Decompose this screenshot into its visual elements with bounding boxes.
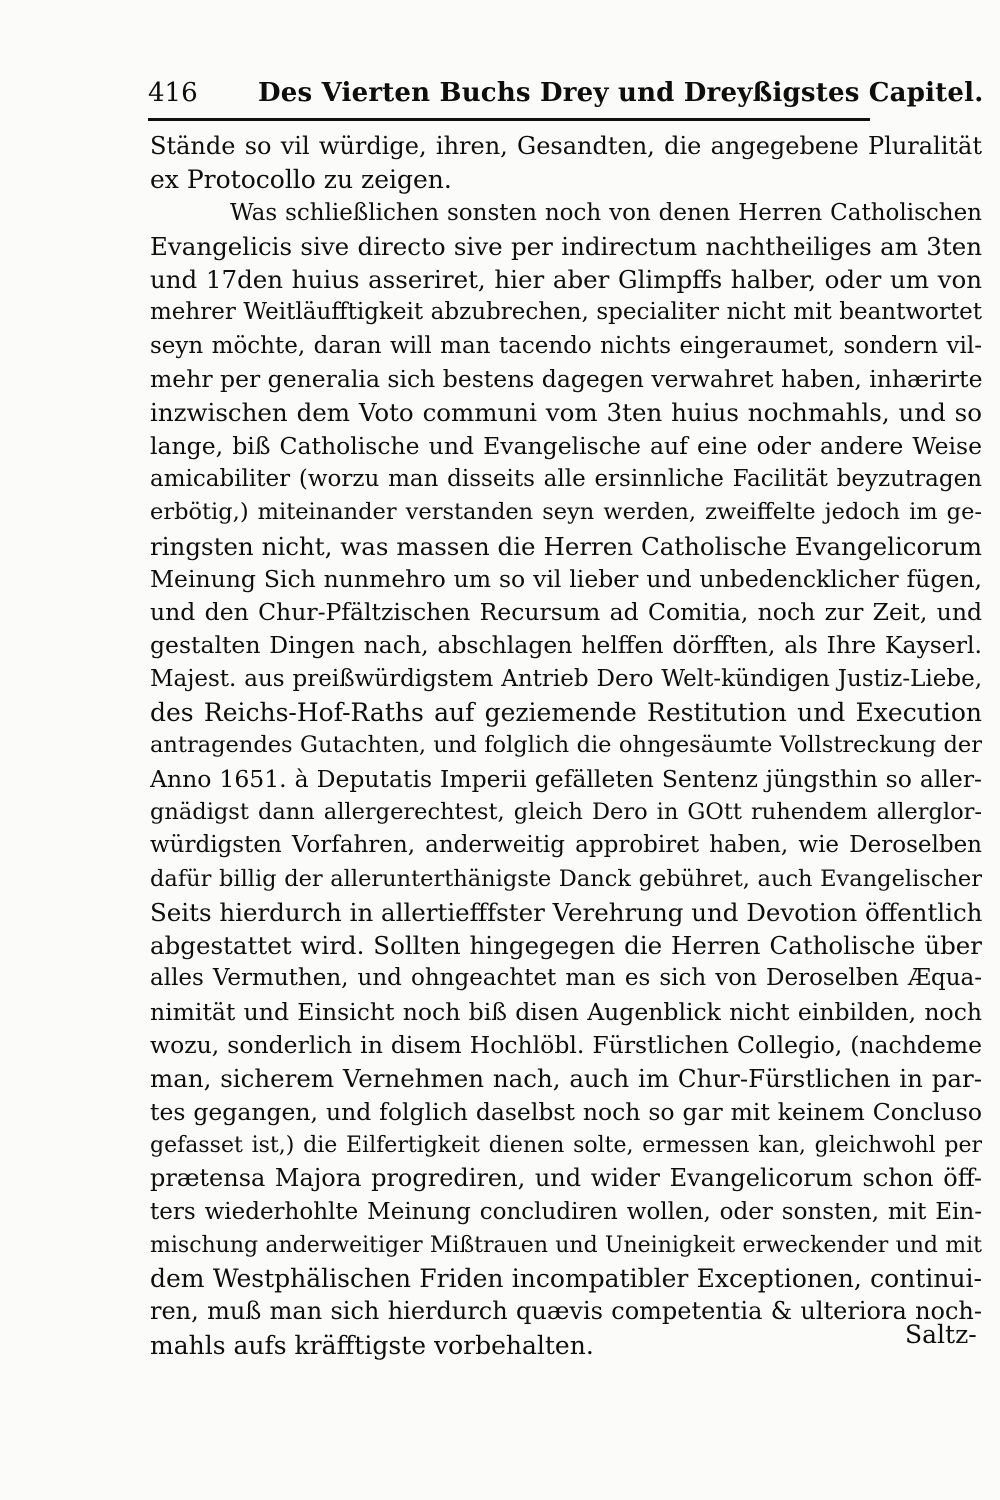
text-line: wozu, sonderlich in disem Hochlöbl. Fürstlichen Collegio, (nachdeme: [150, 1031, 982, 1060]
text-line: Evangelicis sive directo sive per indirectum nachtheiliges am 3ten: [150, 231, 982, 261]
text-line: ringsten nicht, was massen die Herren Catholische Evangelicorum: [150, 531, 982, 561]
text-line: Anno 1651. à Deputatis Imperii gefälleten Sentenz jüngsthin so aller-: [150, 764, 982, 793]
text-line: nimität und Einsicht noch biß disen Augenblick nicht einbilden, noch: [150, 997, 982, 1026]
text-line: lange, biß Catholische und Evangelische auf eine oder andere Weise: [150, 431, 982, 460]
text-line: des Reichs-Hof-Raths auf geziemende Restitution und Execution: [150, 698, 982, 728]
text-line: gnädigst dann allergerechtest, gleich Dero in GOtt ruhendem allerglor-: [150, 798, 982, 825]
text-line: gestalten Dingen nach, abschlagen helffen dörfften, als Ihre Kayserl.: [150, 631, 982, 660]
text-line: Meinung Sich nunmehro um so vil lieber und unbedencklicher fügen,: [150, 564, 982, 593]
header-rule: [148, 118, 870, 121]
running-head: Des Vierten Buchs Drey und Dreyßigstes Capitel.: [258, 78, 984, 108]
page-number: 416: [148, 78, 198, 108]
text-line: amicabiliter (worzu man disseits alle ersinnliche Facilität beyzutragen: [150, 465, 982, 492]
text-line: prætensa Majora progrediren, und wider Evangelicorum schon öff-: [150, 1164, 982, 1193]
text-line: ters wiederhohlte Meinung concludiren wollen, oder sonsten, mit Ein-: [150, 1198, 982, 1225]
text-line: erbötig,) miteinander verstanden seyn werden, zweiffelte jedoch im ge-: [150, 499, 982, 526]
text-line: mehr per generalia sich bestens dagegen verwahret haben, inhærirte: [150, 365, 982, 394]
text-line: Stände so vil würdige, ihren, Gesandten, die angegebene Pluralität: [150, 132, 982, 160]
text-line: alles Vermuthen, und ohngeachtet man es sich von Deroselben Æqua-: [150, 965, 982, 992]
catchword: Saltz-: [905, 1320, 977, 1349]
text-line: würdigsten Vorfahren, anderweitig approbiret haben, wie Deroselben: [150, 832, 982, 859]
text-line: inzwischen dem Voto communi vom 3ten huius nochmahls, und so: [150, 398, 982, 428]
text-line: man, sicherem Vernehmen nach, auch im Chur-Fürstlichen in par-: [150, 1064, 982, 1094]
text-line: mahls aufs kräfftigste vorbehalten.: [150, 1330, 594, 1360]
text-line: und 17den huius asseriret, hier aber Glimpffs halber, oder um von: [150, 265, 982, 295]
text-line: und den Chur-Pfältzischen Recursum ad Comitia, noch zur Zeit, und: [150, 598, 982, 627]
text-line: Seits hierdurch in allertiefffster Verehrung und Devotion öffentlich: [150, 897, 982, 927]
text-line: abgestattet wird. Sollten hingegegen die Herren Catholische über: [150, 931, 982, 961]
text-line: ren, muß man sich hierdurch quævis competentia & ulteriora noch-: [150, 1297, 982, 1326]
text-line: dem Westphälischen Friden incompatibler Exceptionen, continui-: [150, 1264, 982, 1294]
text-line: dafür billig der allerunterthänigste Danck gebühret, auch Evangelischer: [150, 865, 982, 892]
text-line: seyn möchte, daran will man tacendo nichts eingeraumet, sondern vil-: [150, 332, 982, 359]
page-header: [140, 78, 984, 112]
text-line: mischung anderweitiger Mißtrauen und Uneinigkeit erweckender und mit: [150, 1232, 982, 1258]
text-line: antragendes Gutachten, und folglich die ohngesäumte Vollstreckung der: [150, 732, 982, 759]
text-line: ex Protocollo zu zeigen.: [150, 165, 452, 195]
text-line: mehrer Weitläufftigkeit abzubrechen, specialiter nicht mit beantwortet: [150, 299, 982, 326]
text-line: tes gegangen, und folglich daselbst noch so gar mit keinem Concluso: [150, 1097, 982, 1126]
text-line: Majest. aus preißwürdigstem Antrieb Dero Welt-kündigen Justiz-Liebe,: [150, 665, 982, 692]
body-text: [150, 130, 982, 1362]
text-line: gefasset ist,) die Eilfertigkeit dienen solte, ermessen kan, gleichwohl per: [150, 1132, 982, 1158]
text-line: Was schließlichen sonsten noch von denen Herren Catholischen: [230, 199, 982, 226]
